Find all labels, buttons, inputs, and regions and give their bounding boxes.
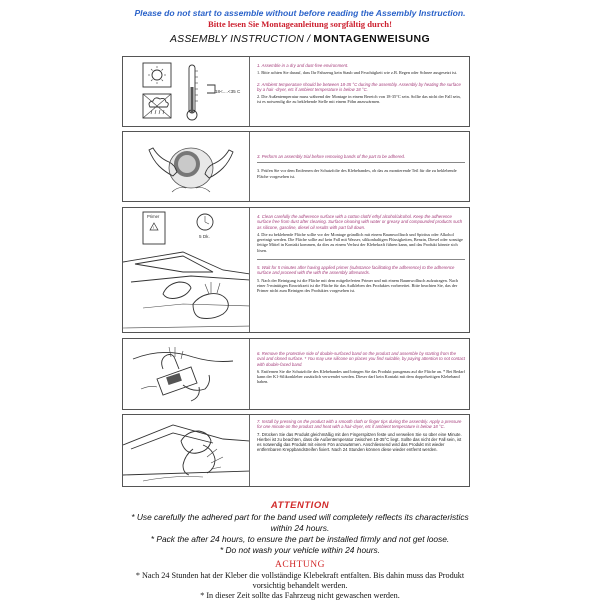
illustration-environment	[123, 57, 250, 126]
step-7-en: 7. Install by pressing on the product with a smooth cloth or finger tips during the assembly. Apply a pressure for one minute on the product and heat with a hair-dryer, etc if ambient temperature is below 18 °C.	[257, 419, 462, 430]
title-english: ASSEMBLY INSTRUCTION /	[169, 33, 311, 45]
step-4-de: 4. Die zu beklebende Fläche sollte vor der Montage gründlich mit einem Baumwolltuch und Spiritus oder Alkohol gereinigt werden. Die Fläche sollte auf kein Fall mit Wasser, silikonhaltigen Flüssigkeiten, Benzin, Diesel oder sonstige fettige Mittel in Kontakt kommen, da dies zu einem Verlust der Klebekraft führen kann, und das Produkt könnte sich lösen.	[257, 231, 463, 253]
step-4-en: 4. Clean carefully the adherence surface with a cotton cloth/ ethyl alcohol/alcohol. Keep the adherence surface free from dust after cleaning. Surface cleaning with water or greasy and compounded products such as silicone, gasoline, diesel oil results with part fall down.	[257, 214, 463, 230]
step-2-en: 2. Ambient temperature should be between 18-35 °C during the assembly. Assembly by heating the surface by a hair -dryer, etc if ambient temperature is below 18 °C.	[257, 81, 461, 92]
attention-line-3: * Do not wash your vehicle within 24 hours.	[219, 545, 381, 555]
primer-label: Primer	[147, 214, 160, 219]
svg-text:!: !	[153, 225, 155, 230]
sun-cloud-thermometer-icon	[123, 57, 250, 126]
attention-line-1: * Use carefully the adhered part for the band used will completely reflects its characteristics within 24 hours.	[131, 512, 469, 533]
step-1-en: 1. Assemble in a dry and dust-free environment.	[257, 63, 349, 68]
step-5-de: 5. Nach der Reinigung ist die Fläche mit dem mitgelieferten Primer und mit einem Baumwolltuch aufzutragen. Nach einer 5-minütigen Einwirkzeit ist die Fläche für das Aufkleben des Produktes vorbereitet. Bitte beachten Sie, das der Primer nicht zum Reinigen des Produktes vorgesehen ist.	[257, 277, 458, 294]
attention-line-2: * Pack the after 24 hours, to ensure the part be installed firmly and not get loose.	[150, 534, 450, 544]
document-title	[0, 33, 600, 45]
illustration-remove-band	[123, 339, 250, 409]
hands-holding-part-icon	[123, 132, 250, 201]
step-2-de: 2. Die Außentemperatur muss während der Montage in einem Bereich von 18-35°C sein. Sollte das nicht der Fall sein, ist es notwendig die zu beklebende Stelle mit einem Föhn anzuwärmen.	[257, 94, 461, 105]
illustration-cleaning-primer	[123, 208, 250, 332]
timer-label: 5 Dk.	[199, 234, 210, 239]
step-3-en: 3. Perform an assembly trial before removing bands of the part to be adhered.	[257, 154, 406, 159]
attention-title: ATTENTION	[270, 500, 330, 511]
divider	[257, 259, 465, 260]
instruction-box-4	[122, 338, 470, 410]
step-1-de: 1. Bitte achten Sie darauf, dass Ihr Fahrzeug kein Staub und Feuchtigkeit wie z.B. Regen oder Schnee ausgesetzt ist.	[257, 70, 458, 76]
warning-german: Bitte lesen Sie Montageanleitung sorgfältig durch!	[208, 19, 392, 29]
instruction-box-1	[122, 56, 470, 127]
step-6-de: 6. Entfernen Sie die Schutzfolie des Klebebandes und bringen Sie das Produkt passgenau auf die Fläche an. * Bei Bedarf kann der K1-Silikonkleber zusätzlich verwendet werden. Dieser darf kein Kontakt mit dem doppelseitigen Klebeband haben.	[257, 368, 465, 385]
instruction-box-3	[122, 207, 470, 333]
divider	[257, 162, 465, 163]
achtung-line-2: * In dieser Zeit sollte das Fahrzeug nicht gewaschen werden.	[200, 591, 400, 600]
pressing-mirror-icon	[123, 415, 250, 486]
achtung-title: ACHTUNG	[275, 560, 325, 570]
step-7-de: 7. Drücken Sie das Produkt gleichmäßig mit den Fingerspitzen feste und verweilen Sie so über eine Minute. Hierbei ist zu beachten, dass die Außentemperatur zwischen 18-35°C liegt. Sollte das nicht der Fall sein, ist es notwendig das Produkt mit einem Fön anzuwärmen. Anschliessend wird das Produkt mit wieder entfernbaren Kreppbandstreifen fixiert. Nach 24 Stunden können diese wieder entfernt werden.	[257, 431, 462, 453]
step-3-de: 3. Prüfen Sie vor dem Entfernen der Schutzfolie des Klebebandes, ob das zu montierende Teil für die zu beklebende Fläche vorgesehen ist.	[257, 168, 457, 179]
peeling-tape-icon	[123, 339, 250, 409]
step-5-en: 5. Wait for 5 minutes after having applied primer (substance facilitating the adherence) to the adherence surface and proceed with the with the assembly afterwards.	[257, 265, 455, 276]
warning-english: Please do not start to assemble without before reading the Assembly Instruction.	[134, 8, 466, 18]
title-german: MONTAGENWEISUNG	[313, 33, 431, 45]
instruction-box-2	[122, 131, 470, 202]
primer-bottle-timer-car-icon	[123, 208, 250, 332]
illustration-trial-fit	[123, 132, 250, 201]
instruction-box-5	[122, 414, 470, 487]
achtung-line-1: * Nach 24 Stunden hat der Kleber die vollständige Klebekraft entfalten. Bis dahin muss das Produkt vorsichtig behandelt werden.	[135, 571, 465, 590]
temperature-label: 18<....<35 C	[215, 89, 241, 94]
illustration-press-install	[123, 415, 250, 486]
step-6-en: 6. Remove the protective side of double-surfaced band on the product and assemble by starting from the oval and closed surface. * You may use silicone on places you find suitable, by paying attention to not contact with double-faced band.	[257, 351, 465, 367]
